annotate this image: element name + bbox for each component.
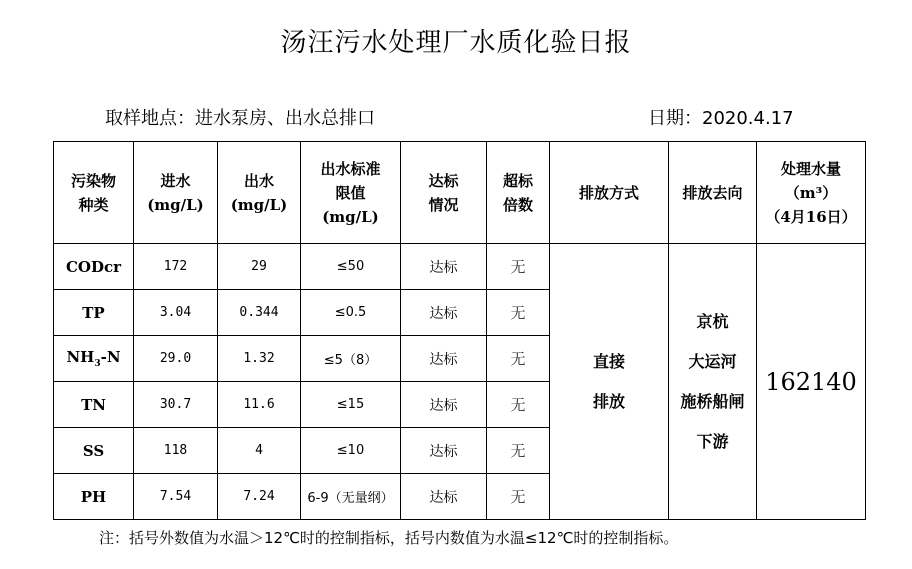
exceed-ratio: 无 bbox=[487, 428, 550, 474]
header-row bbox=[54, 142, 866, 244]
compliance-status: 达标 bbox=[401, 290, 487, 336]
discharge-direction: 京杭 大运河 施桥船闸 下游 bbox=[669, 244, 757, 520]
exceed-ratio: 无 bbox=[487, 474, 550, 520]
water-quality-table bbox=[53, 141, 866, 520]
compliance-status: 达标 bbox=[401, 336, 487, 382]
pollutant-name: TP bbox=[54, 290, 134, 336]
inflow-value: 172 bbox=[134, 244, 218, 290]
footnote: 注：括号外数值为水温＞12℃时的控制指标，括号内数值为水温≤12℃时的控制指标。 bbox=[99, 529, 679, 547]
pollutant-name: CODcr bbox=[54, 244, 134, 290]
outflow-value: 1.32 bbox=[218, 336, 301, 382]
limit-value: ≤15 bbox=[301, 382, 401, 428]
outflow-value: 7.24 bbox=[218, 474, 301, 520]
header-limit: 出水标准 限值 (mg/L) bbox=[301, 142, 401, 244]
header-volume: 处理水量 （m³） （4月16日） bbox=[757, 142, 866, 244]
header-inflow: 进水 (mg/L) bbox=[134, 142, 218, 244]
compliance-status: 达标 bbox=[401, 428, 487, 474]
limit-value: ≤0.5 bbox=[301, 290, 401, 336]
header-exceed: 超标 倍数 bbox=[487, 142, 550, 244]
outflow-value: 11.6 bbox=[218, 382, 301, 428]
discharge-method: 直接 排放 bbox=[550, 244, 669, 520]
pollutant-name: SS bbox=[54, 428, 134, 474]
limit-value: 6-9（无量纲） bbox=[301, 474, 401, 520]
exceed-ratio: 无 bbox=[487, 382, 550, 428]
header-discharge-direction: 排放去向 bbox=[669, 142, 757, 244]
outflow-value: 4 bbox=[218, 428, 301, 474]
table-row bbox=[54, 244, 866, 290]
compliance-status: 达标 bbox=[401, 382, 487, 428]
sampling-location: 取样地点：进水泵房、出水总排口 bbox=[105, 108, 375, 129]
compliance-status: 达标 bbox=[401, 244, 487, 290]
pollutant-name: TN bbox=[54, 382, 134, 428]
limit-value: ≤10 bbox=[301, 428, 401, 474]
exceed-ratio: 无 bbox=[487, 290, 550, 336]
inflow-value: 30.7 bbox=[134, 382, 218, 428]
inflow-value: 7.54 bbox=[134, 474, 218, 520]
inflow-value: 29.0 bbox=[134, 336, 218, 382]
report-date: 日期：2020.4.17 bbox=[648, 108, 794, 129]
header-discharge-method: 排放方式 bbox=[550, 142, 669, 244]
inflow-value: 118 bbox=[134, 428, 218, 474]
header-compliance: 达标 情况 bbox=[401, 142, 487, 244]
header-outflow: 出水 (mg/L) bbox=[218, 142, 301, 244]
exceed-ratio: 无 bbox=[487, 336, 550, 382]
compliance-status: 达标 bbox=[401, 474, 487, 520]
pollutant-name: PH bbox=[54, 474, 134, 520]
outflow-value: 0.344 bbox=[218, 290, 301, 336]
limit-value: ≤50 bbox=[301, 244, 401, 290]
limit-value: ≤5（8） bbox=[301, 336, 401, 382]
outflow-value: 29 bbox=[218, 244, 301, 290]
report-title: 汤汪污水处理厂水质化验日报 bbox=[280, 28, 632, 58]
header-pollutant: 污染物 种类 bbox=[54, 142, 134, 244]
treated-volume: 162140 bbox=[757, 244, 866, 520]
inflow-value: 3.04 bbox=[134, 290, 218, 336]
exceed-ratio: 无 bbox=[487, 244, 550, 290]
pollutant-name: $NH_3-N$ bbox=[54, 336, 134, 382]
